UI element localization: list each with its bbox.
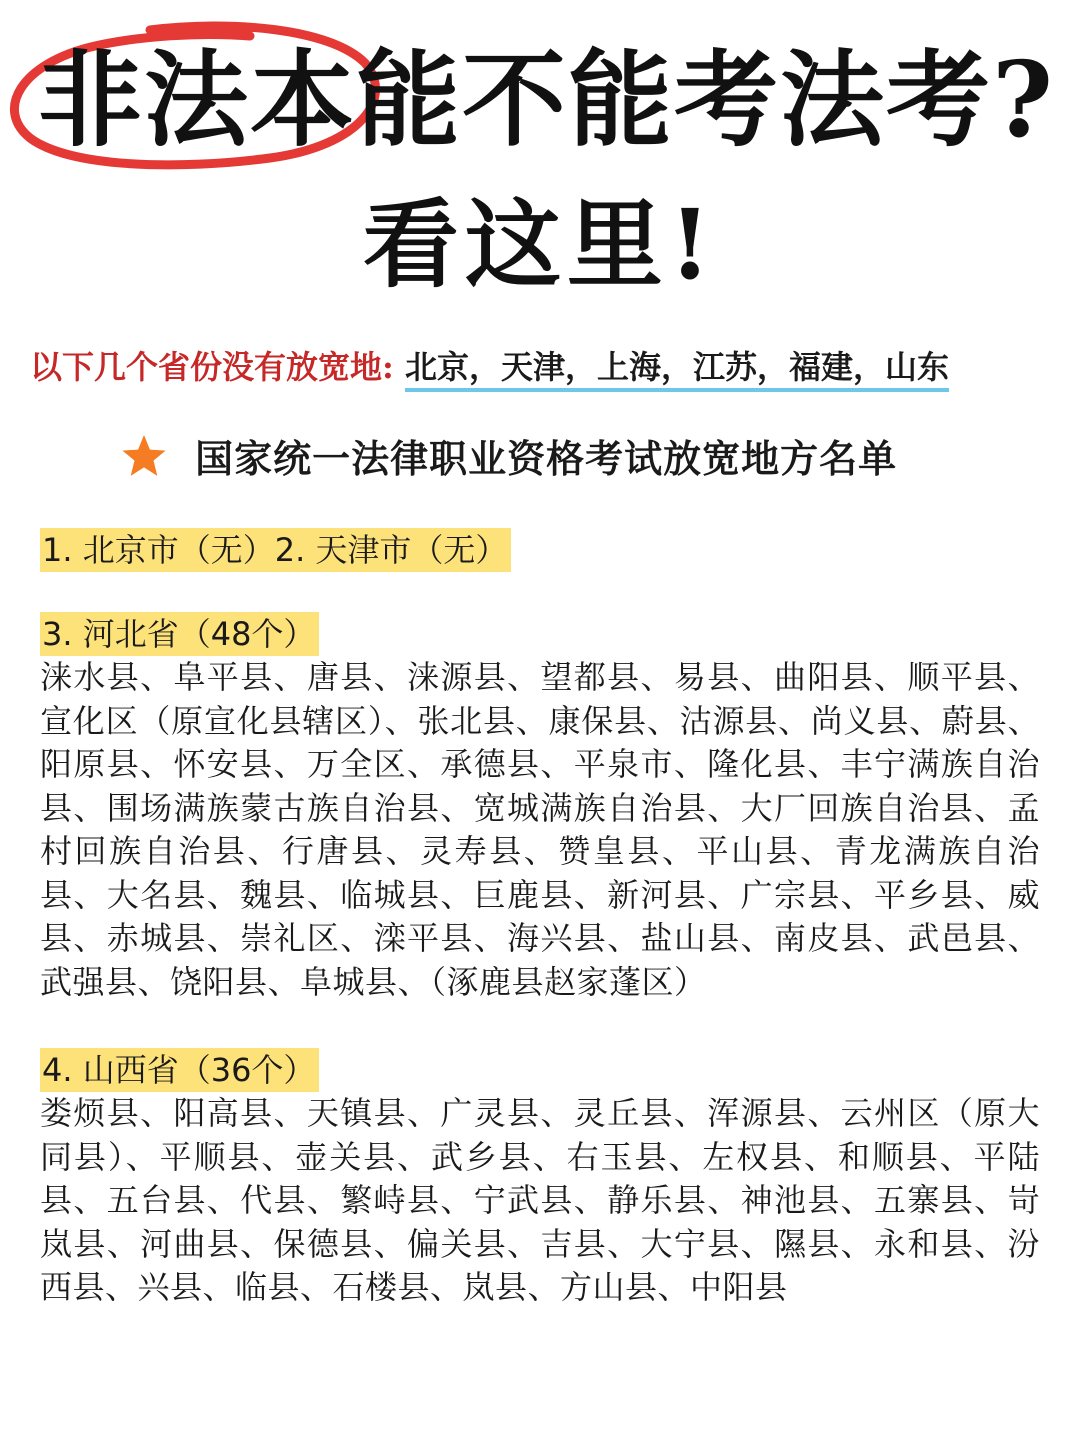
section-body: 娄烦县、阳高县、天镇县、广灵县、灵丘县、浑源县、云州区（原大同县）、平顺县、壶关县、武乡县、右玉县、左权县、和顺县、平陆县、五台县、代县、繁峙县、宁武县、静乐县、神池县、五寨县、岢岚县、河曲县、保德县、偏关县、吉县、大宁县、隰县、永和县、汾西县、兴县、临县、石楼县、岚县、方山县、中阳县 [40,1094,1040,1306]
section-heading: 4. 山西省（36个） [40,1048,319,1092]
list-heading-text: 国家统一法律职业资格考试放宽地方名单 [195,436,898,481]
list-heading [120,428,897,484]
star-icon [120,432,168,480]
section-beijing-tianjin [40,528,1040,572]
page-subtitle: 看这里! [362,188,718,301]
section-body: 涞水县、阜平县、唐县、涞源县、望都县、易县、曲阳县、顺平县、宣化区（原宣化县辖区）、张北县、康保县、沽源县、尚义县、蔚县、阳原县、怀安县、万全区、承德县、平泉市、隆化县、丰宁满族自治县、围场满族蒙古族自治县、宽城满族自治县、大厂回族自治县、孟村回族自治县、行唐县、灵寿县、赞皇县、平山县、青龙满族自治县、大名县、魏县、临城县、巨鹿县、新河县、广宗县、平乡县、威县、赤城县、崇礼区、滦平县、海兴县、盐山县、南皮县、武邑县、武强县、饶阳县、阜城县、（涿鹿县赵家蓬区） [40,658,1040,1001]
notice-province-list: 北京，天津，上海，江苏，福建，山东 [405,348,949,392]
title-area [0,18,1080,318]
section-hebei [40,612,1040,1004]
section-shanxi [40,1048,1040,1310]
notice-label: 以下几个省份没有放宽地: [30,348,394,386]
province-list [40,528,1040,1354]
section-heading: 1. 北京市（无）2. 天津市（无） [40,528,511,572]
section-heading: 3. 河北省（48个） [40,612,319,656]
page-title: 非法本能不能考法考? [38,38,1055,161]
notice-line [30,345,1060,389]
